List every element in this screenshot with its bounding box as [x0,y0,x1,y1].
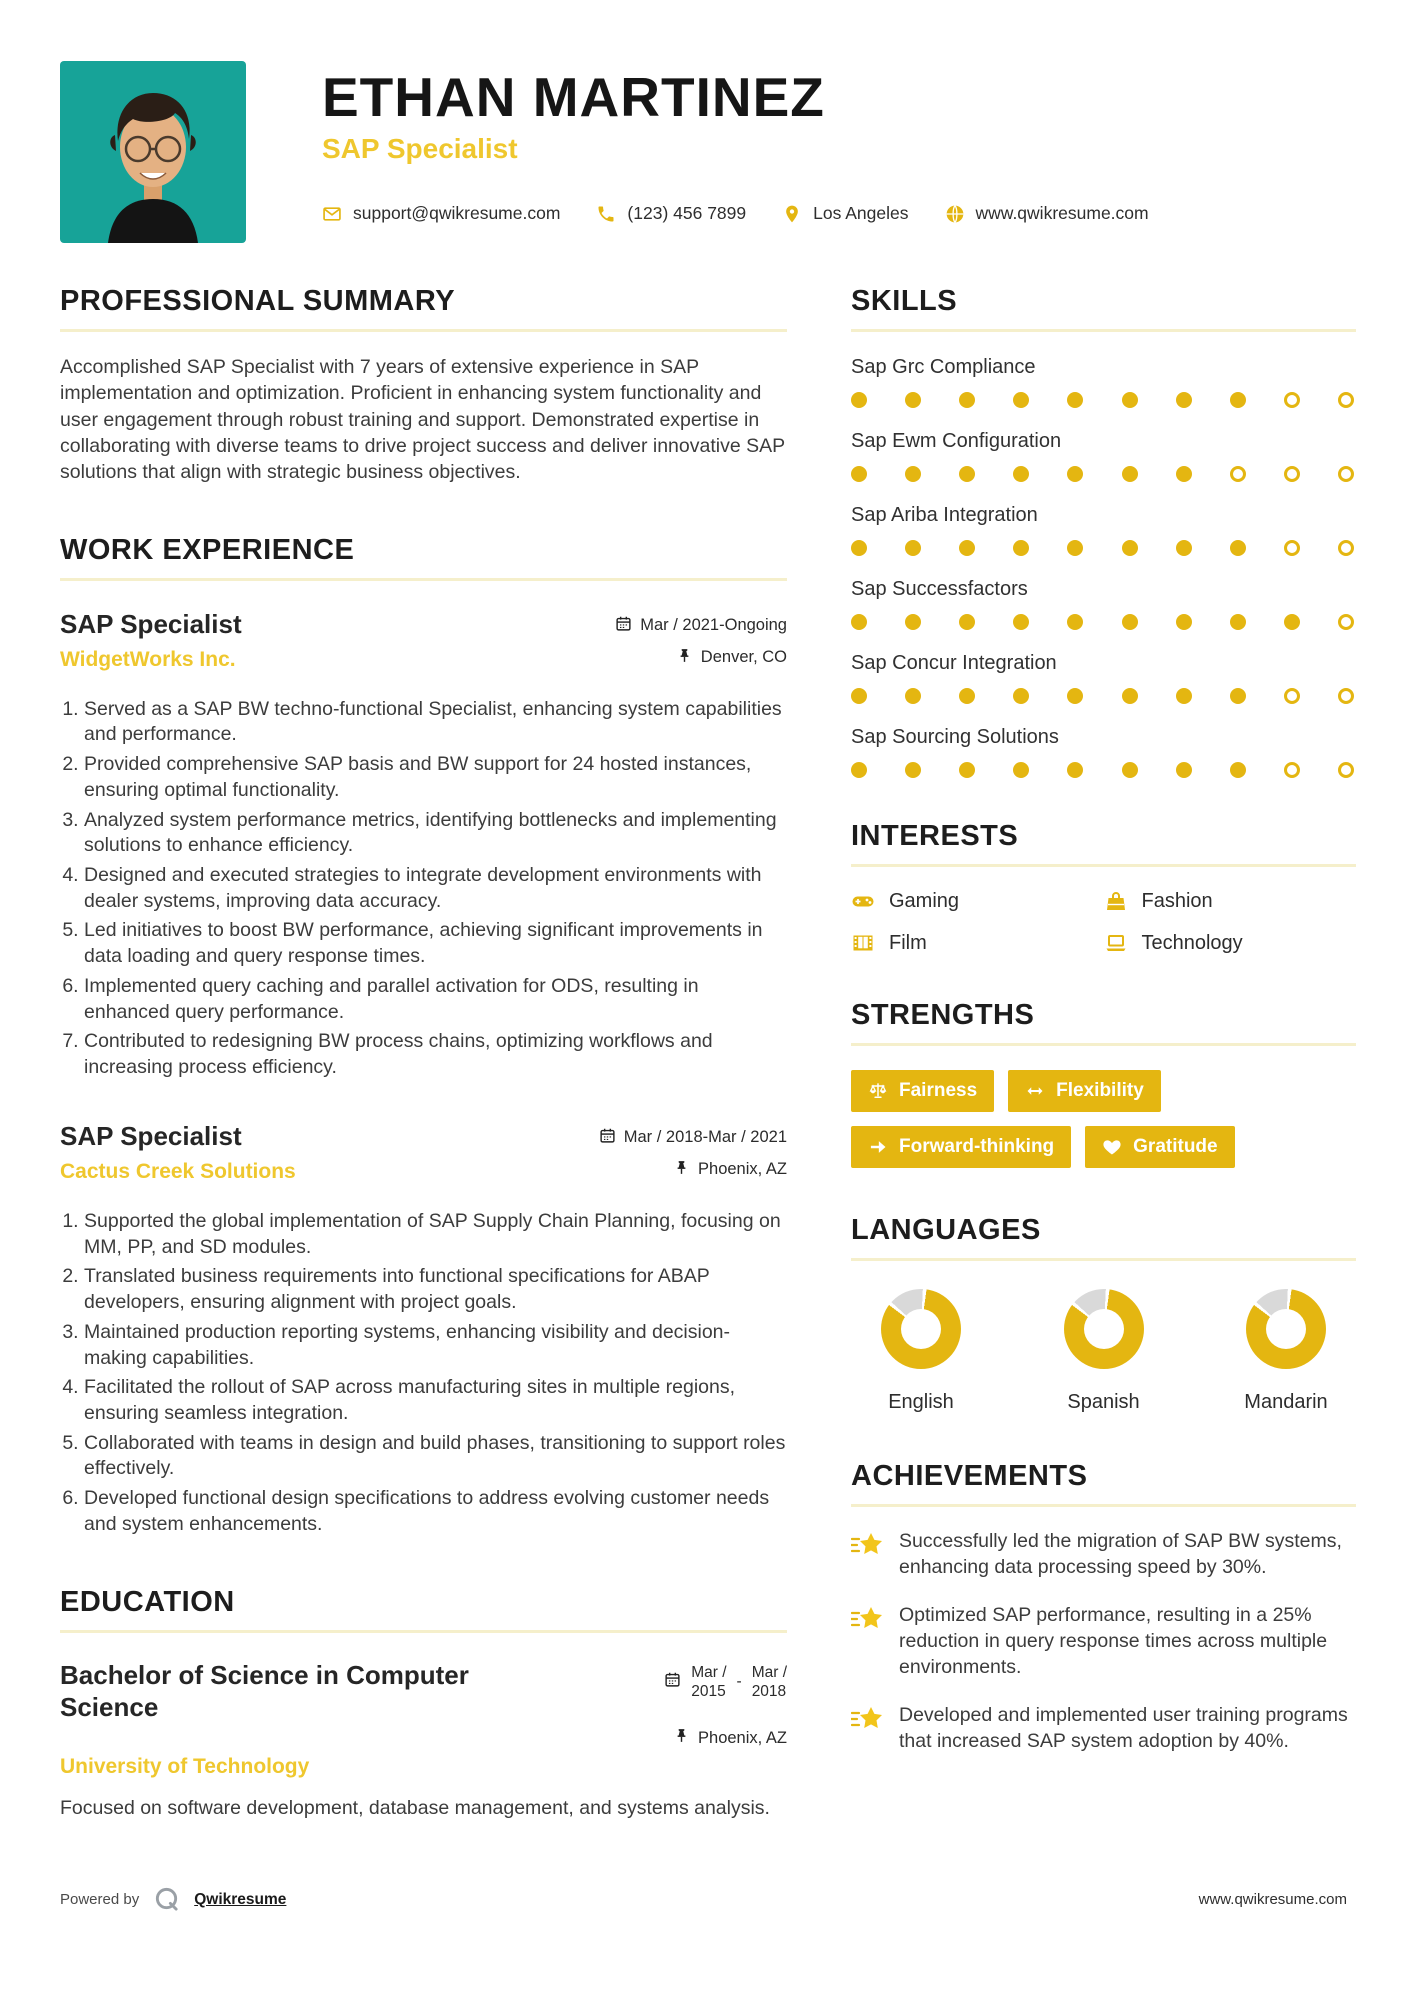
skill-dot-filled [1122,688,1138,704]
skill-dot-filled [851,762,867,778]
language-donut-chart [881,1289,961,1369]
section-achievements [851,1460,1356,1754]
language-name: English [888,1391,954,1413]
skill-dot-empty [1230,466,1246,482]
experience-bullet: 2. Provided comprehensive SAP basis and BW support for 24 hosted instances, ensuring optimal functionality. [84,752,787,803]
skill-dot-filled [905,614,921,630]
language-item [1044,1289,1164,1414]
experience-bullet: 6. Implemented query caching and parallel activation for ODS, resulting in enhanced query performance. [84,974,787,1025]
skill-dot-filled [959,540,975,556]
section-divider [851,1258,1356,1261]
skill-dot-filled [1176,392,1192,408]
interest-item [1104,931,1357,955]
skill-dot-filled [1013,614,1029,630]
strength-label: Gratitude [1133,1136,1218,1157]
location-pin-icon [782,204,802,224]
strength-badge [851,1126,1071,1168]
achievement-item [851,1603,1356,1681]
skill-dot-empty [1338,688,1354,704]
laptop-icon [1104,931,1128,955]
skill-dot-empty [1284,540,1300,556]
achievement-item [851,1703,1356,1755]
job-title: SAP Specialist [60,608,242,639]
strength-badges [851,1070,1356,1168]
interest-label: Technology [1141,931,1243,954]
job-dates: Mar / 2018-Mar / 2021 [623,1128,787,1147]
pushpin-icon [673,1159,690,1181]
skill-item [851,356,1356,408]
skill-dot-empty [1338,466,1354,482]
skill-dot-empty [1338,392,1354,408]
skill-dot-empty [1284,392,1300,408]
shooting-star-icon [851,1531,883,1561]
skill-name: Sap Grc Compliance [851,356,1036,378]
skill-rating [851,688,1356,704]
skill-name: Sap Successfactors [851,578,1028,600]
experience-bullet: 4. Designed and executed strategies to integrate development environments with dealer systems, improving data accuracy. [84,863,787,914]
skill-name: Sap Sourcing Solutions [851,726,1059,748]
skill-dot-empty [1284,762,1300,778]
contact-row [322,203,1149,224]
skill-dot-filled [1176,540,1192,556]
interest-label: Film [889,931,927,954]
skill-dot-filled [1013,540,1029,556]
phone-icon [596,204,616,224]
section-divider [851,1504,1356,1507]
skill-dot-filled [905,392,921,408]
skill-item [851,504,1356,556]
skill-name: Sap Ewm Configuration [851,430,1062,452]
job-company: WidgetWorks Inc. [60,647,236,671]
education-school: University of Technology [60,1755,310,1779]
interest-item [851,931,1104,955]
strength-badge [851,1070,994,1112]
skill-dot-filled [851,466,867,482]
skill-rating [851,392,1356,408]
skill-dot-filled [851,688,867,704]
job-company: Cactus Creek Solutions [60,1159,296,1183]
experience-bullet: 4. Facilitated the rollout of SAP across manufacturing sites in multiple regions, ensuring seamless integration. [84,1375,787,1426]
person-name: ETHAN MARTINEZ [322,66,825,128]
interests-heading: INTERESTS [851,820,1019,852]
experience-bullet: 5. Collaborated with teams in design and build phases, transitioning to support roles effectively. [84,1431,787,1482]
contact-website[interactable]: www.qwikresume.com [975,203,1149,224]
section-divider [60,329,787,332]
skill-dot-filled [1122,540,1138,556]
qwikresume-brand-link[interactable]: Qwikresume [194,1890,287,1908]
experience-bullet: 3. Analyzed system performance metrics, identifying bottlenecks and implementing solutions to enhance efficiency. [84,808,787,859]
languages-heading: LANGUAGES [851,1214,1041,1246]
skill-dot-filled [1230,688,1246,704]
skill-name: Sap Ariba Integration [851,504,1038,526]
section-interests [851,820,1356,955]
skill-rating [851,614,1356,630]
skill-rating [851,762,1356,778]
skill-dot-filled [1176,614,1192,630]
skill-dot-filled [1230,762,1246,778]
skill-dot-filled [1067,392,1083,408]
email-icon [322,204,342,224]
skill-dot-filled [1176,466,1192,482]
header [60,45,1347,243]
skill-dot-filled [1176,762,1192,778]
skill-rating [851,540,1356,556]
summary-text: Accomplished SAP Specialist with 7 years of extensive experience in SAP implementation and optimization. Proficient in enhancing system functionality and user engagement through robust training and support. Demonstrated expertise in collaborating with diverse teams to drive project success and deliver innovative SAP solutions that align with strategic business objectives. [60,356,785,484]
job-title: SAP Specialist [60,1120,242,1151]
skill-dot-filled [959,688,975,704]
section-divider [60,578,787,581]
skill-dot-empty [1338,614,1354,630]
contact-email[interactable]: support@qwikresume.com [353,203,561,224]
education-start-year: 2015 [691,1683,726,1701]
skill-dot-filled [905,466,921,482]
language-item [1226,1289,1346,1414]
skills-heading: SKILLS [851,285,958,317]
skill-dot-filled [1013,466,1029,482]
interests-grid [851,889,1356,955]
education-heading: EDUCATION [60,1585,235,1618]
experience-bullet: 1. Served as a SAP BW techno-functional Specialist, enhancing system capabilities and performance. [84,697,787,748]
calendar-icon [615,615,632,637]
section-divider [851,329,1356,332]
achievements-heading: ACHIEVEMENTS [851,1460,1088,1492]
scales-icon [868,1081,888,1101]
skill-dot-filled [851,392,867,408]
skill-dot-filled [905,762,921,778]
globe-icon [945,204,965,224]
skills-list [851,356,1356,778]
skill-dot-empty [1284,466,1300,482]
heart-icon [1102,1137,1122,1157]
experience-bullet: 5. Led initiatives to boost BW performance, achieving significant improvements in data loading and query response times. [84,918,787,969]
job-location: Denver, CO [700,648,787,667]
calendar-icon [664,1671,681,1693]
gamepad-icon [851,889,875,913]
calendar-icon [599,1127,616,1149]
experience-heading: WORK EXPERIENCE [60,533,355,566]
achievement-text: Optimized SAP performance, resulting in a 25% reduction in query response times across multiple environments. [899,1603,1328,1678]
section-strengths [851,999,1356,1168]
education-location: Phoenix, AZ [698,1728,787,1747]
skill-dot-filled [1013,688,1029,704]
skill-dot-empty [1338,762,1354,778]
language-donut-chart [1246,1289,1326,1369]
experience-bullet: 7. Contributed to redesigning BW process chains, optimizing workflows and increasing process efficiency. [84,1029,787,1080]
contact-location: Los Angeles [813,203,909,224]
section-professional-summary [60,285,787,486]
interest-item [851,889,1104,913]
skill-dot-filled [1176,688,1192,704]
experience-bullet: 1. Supported the global implementation of SAP Supply Chain Planning, focusing on MM, PP, and SD modules. [84,1209,787,1260]
person-title: SAP Specialist [322,133,518,165]
skill-dot-filled [1122,762,1138,778]
section-languages [851,1214,1356,1414]
skill-dot-filled [851,614,867,630]
strength-label: Fairness [899,1080,978,1101]
section-divider [851,864,1356,867]
skill-dot-filled [959,466,975,482]
interest-item [1104,889,1357,913]
job-entry [60,1121,787,1538]
shooting-star-icon [851,1705,883,1735]
film-icon [851,931,875,955]
section-skills [851,285,1356,778]
arrow-right-icon [868,1137,888,1157]
skill-dot-filled [1122,466,1138,482]
left-column [60,285,787,1822]
language-item [861,1289,981,1414]
achievement-text: Developed and implemented user training programs that increased SAP system adoption by 40%. [899,1703,1348,1752]
skill-dot-filled [1013,392,1029,408]
skill-dot-filled [1067,540,1083,556]
skill-dot-filled [1013,762,1029,778]
languages-list [851,1289,1356,1414]
skill-dot-filled [1067,614,1083,630]
skill-dot-filled [905,540,921,556]
strength-label: Flexibility [1056,1080,1144,1101]
skill-dot-empty [1338,540,1354,556]
education-start-month: Mar / [691,1663,727,1681]
job-bullet-list [60,697,787,1081]
skill-dot-filled [959,762,975,778]
skill-dot-filled [1122,614,1138,630]
achievement-item [851,1529,1356,1581]
experience-bullet: 3. Maintained production reporting systems, enhancing visibility and decision-making capabilities. [84,1320,787,1371]
experience-bullet: 6. Developed functional design specifications to address evolving customer needs and system enhancements. [84,1486,787,1537]
qwikresume-logo-icon [153,1886,180,1913]
language-donut-chart [1064,1289,1144,1369]
interest-label: Gaming [889,889,960,912]
skill-dot-filled [1230,540,1246,556]
language-name: Mandarin [1244,1391,1328,1413]
language-name: Spanish [1067,1391,1140,1413]
summary-heading: PROFESSIONAL SUMMARY [60,285,456,317]
skill-dot-filled [1122,392,1138,408]
job-entry [60,609,787,1081]
skill-item [851,652,1356,704]
footer [60,1886,1347,1913]
pushpin-icon [673,1727,690,1749]
strength-label: Forward-thinking [899,1136,1055,1157]
job-bullet-list [60,1209,787,1538]
skill-dot-filled [1067,688,1083,704]
strength-badge [1008,1070,1161,1112]
achievement-text: Successfully led the migration of SAP BW systems, enhancing data processing speed by 30%. [899,1530,1342,1578]
skill-dot-empty [1284,688,1300,704]
section-work-experience [60,534,787,1538]
education-degree: Bachelor of Science in Computer Science [60,1659,469,1723]
education-end-year: 2018 [751,1683,787,1701]
powered-by-label: Powered by [60,1891,140,1908]
education-description: Focused on software development, database management, and systems analysis. [60,1797,770,1820]
pushpin-icon [676,647,693,669]
skill-dot-filled [905,688,921,704]
profile-photo [60,61,246,243]
contact-phone: (123) 456 7899 [627,203,747,224]
section-divider [851,1043,1356,1046]
education-end-month: Mar / [751,1663,787,1681]
education-date-separator: - [736,1673,742,1691]
shooting-star-icon [851,1605,883,1635]
skill-rating [851,466,1356,482]
skill-dot-filled [959,614,975,630]
job-dates: Mar / 2021-Ongoing [640,616,787,635]
skill-dot-filled [1230,392,1246,408]
right-column [851,285,1356,1822]
skill-dot-filled [1067,762,1083,778]
section-education [60,1586,787,1822]
achievements-list [851,1529,1356,1754]
skill-dot-filled [959,392,975,408]
arrows-horizontal-icon [1025,1081,1045,1101]
skill-item [851,726,1356,778]
footer-website[interactable]: www.qwikresume.com [1198,1891,1347,1908]
skill-dot-filled [1284,614,1300,630]
job-location: Phoenix, AZ [698,1160,787,1179]
skill-dot-filled [1067,466,1083,482]
skill-dot-filled [1230,614,1246,630]
strength-badge [1085,1126,1234,1168]
skill-dot-filled [851,540,867,556]
handbag-icon [1104,889,1128,913]
skill-item [851,430,1356,482]
experience-bullet: 2. Translated business requirements into functional specifications for ABAP developers, ensuring alignment with project goals. [84,1264,787,1315]
skill-item [851,578,1356,630]
skill-name: Sap Concur Integration [851,652,1057,674]
interest-label: Fashion [1141,889,1213,912]
section-divider [60,1630,787,1633]
strengths-heading: STRENGTHS [851,999,1035,1031]
